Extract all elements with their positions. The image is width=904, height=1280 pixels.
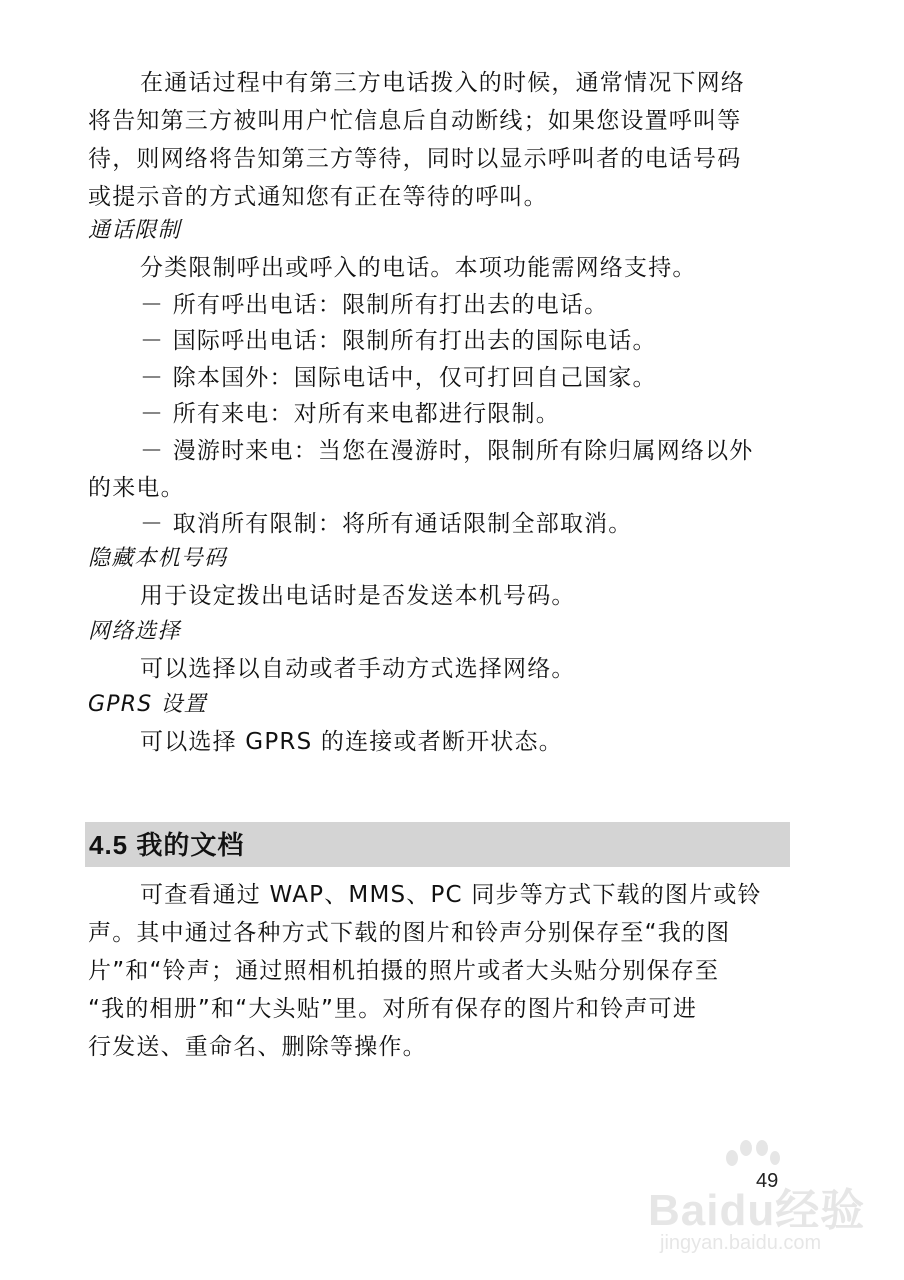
hide-number-text: 用于设定拨出电话时是否发送本机号码。 [140,583,576,609]
paragraph-line: 在通话过程中有第三方电话拨入的时候，通常情况下网络 [140,70,745,96]
baidu-watermark [640,1140,890,1270]
paragraph-line: 或提示音的方式通知您有正在等待的呼叫。 [88,184,548,210]
restriction-item: － 取消所有限制：将所有通话限制全部取消。 [140,511,633,537]
section-paragraph-line: 片”和“铃声；通过照相机拍摄的照片或者大头贴分别保存至 [88,958,720,984]
call-restriction-heading: 通话限制 [88,218,181,243]
network-selection-text: 可以选择以自动或者手动方式选择网络。 [140,656,576,682]
section-paragraph-line: 可查看通过 WAP、MMS、PC 同步等方式下载的图片或铃 [140,882,762,908]
watermark-url: jingyan.baidu.com [660,1232,822,1254]
section-paragraph-line: 行发送、重命名、删除等操作。 [88,1034,427,1060]
section-heading-bar [85,822,790,867]
network-selection-heading: 网络选择 [88,619,181,644]
restriction-item: － 漫游时来电：当您在漫游时，限制所有除归属网络以外 [140,438,754,464]
restriction-item: － 国际呼出电话：限制所有打出去的国际电话。 [140,328,657,354]
hide-number-heading: 隐藏本机号码 [88,546,228,571]
restriction-item: － 所有来电：对所有来电都进行限制。 [140,401,560,427]
restriction-item: － 所有呼出电话：限制所有打出去的电话。 [140,292,609,318]
watermark-logo: Baidu经验 [648,1186,866,1235]
section-paragraph-line: 声。其中通过各种方式下载的图片和铃声分别保存至“我的图 [88,920,731,946]
section-title: 4.5 我的文档 [89,830,245,860]
paragraph-line: 将告知第三方被叫用户忙信息后自动断线；如果您设置呼叫等 [88,108,742,134]
paragraph-line: 待，则网络将告知第三方等待，同时以显示呼叫者的电话号码 [88,146,742,172]
restriction-item-continuation: 的来电。 [88,475,185,501]
call-restriction-intro: 分类限制呼出或呼入的电话。本项功能需网络支持。 [140,255,697,281]
restriction-item: － 除本国外：国际电话中，仅可打回自己国家。 [140,365,657,391]
gprs-heading: GPRS 设置 [88,692,207,717]
gprs-text: 可以选择 GPRS 的连接或者断开状态。 [140,729,563,755]
section-paragraph-line: “我的相册”和“大头贴”里。对所有保存的图片和铃声可进 [88,996,698,1022]
page-number: 49 [756,1170,779,1192]
